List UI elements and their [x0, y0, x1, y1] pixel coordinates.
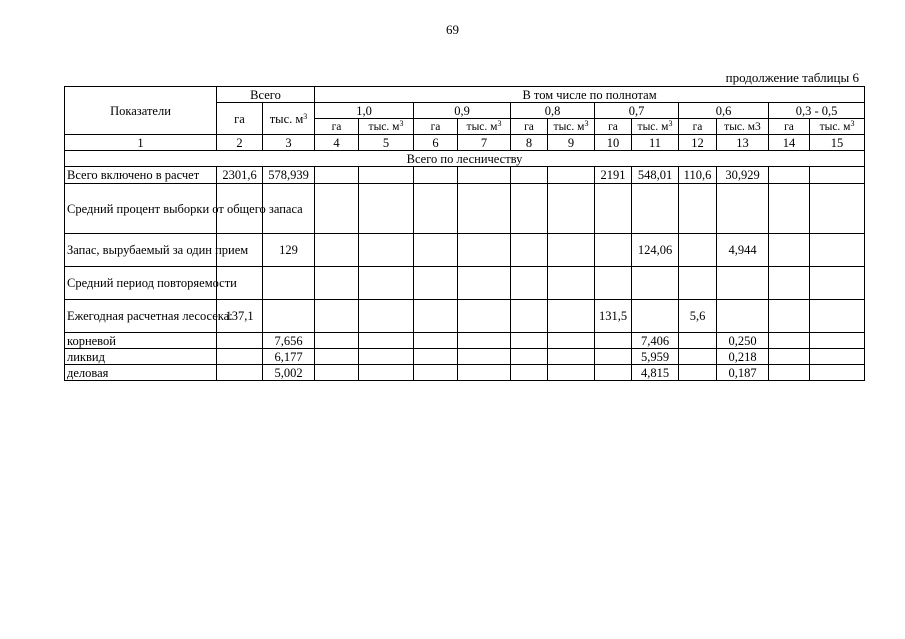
- col-number: 2: [217, 135, 263, 151]
- row-label: Ежегодная расчетная лесосека:: [65, 300, 217, 333]
- row-label: Запас, вырубаемый за один прием: [65, 234, 217, 267]
- table-cell: 7,406: [632, 333, 679, 349]
- table-cell: [511, 234, 548, 267]
- table-cell: [359, 267, 414, 300]
- table-cell: [414, 167, 458, 184]
- table-cell: [769, 167, 810, 184]
- table-cell: [769, 300, 810, 333]
- table-row: [65, 184, 865, 234]
- table-cell: [359, 184, 414, 234]
- table-cell: [595, 365, 632, 381]
- table-cell: [769, 333, 810, 349]
- header-total-thous: тыс. $м^3$: [263, 103, 315, 135]
- table-cell: 110,6: [679, 167, 717, 184]
- table-cell: [595, 349, 632, 365]
- table-cell: [217, 333, 263, 349]
- table-cell: [458, 267, 511, 300]
- header-thous: тыс. $м^3$: [359, 119, 414, 135]
- table-cell: [548, 349, 595, 365]
- header-ha: га: [414, 119, 458, 135]
- col-number: 14: [769, 135, 810, 151]
- table-cell: 2191: [595, 167, 632, 184]
- header-ha: га: [769, 119, 810, 135]
- table-cell: [359, 333, 414, 349]
- table-cell: [511, 349, 548, 365]
- table-row: [65, 349, 865, 365]
- table-cell: [458, 365, 511, 381]
- table-cell: [632, 184, 679, 234]
- row-label: Всего включено в расчет: [65, 167, 217, 184]
- table-cell: 137,1: [217, 300, 263, 333]
- table-cell: 548,01: [632, 167, 679, 184]
- header-density: 0,3 - 0,5: [769, 103, 865, 119]
- table-cell: [359, 234, 414, 267]
- table-cell: [717, 267, 769, 300]
- header-density: 0,6: [679, 103, 769, 119]
- table-cell: 7,656: [263, 333, 315, 349]
- table-cell: [632, 300, 679, 333]
- header-thous: тыс. $м^3$: [458, 119, 511, 135]
- table-cell: [511, 333, 548, 349]
- table-cell: [595, 234, 632, 267]
- col-number: 12: [679, 135, 717, 151]
- table-cell: [458, 184, 511, 234]
- table-cell: 4,944: [717, 234, 769, 267]
- header-thous: тыс. м3: [717, 119, 769, 135]
- header-indicators: Показатели: [65, 87, 217, 135]
- col-number: 10: [595, 135, 632, 151]
- table-cell: [315, 234, 359, 267]
- table-cell: 5,6: [679, 300, 717, 333]
- table-cell: [359, 167, 414, 184]
- row-label: Средний период повторяемости: [65, 267, 217, 300]
- page-number: 69: [446, 22, 459, 37]
- table-cell: [810, 267, 865, 300]
- table-cell: [458, 349, 511, 365]
- table-cell: [315, 267, 359, 300]
- col-number: 4: [315, 135, 359, 151]
- header-incl-density: В том числе по полнотам: [315, 87, 865, 103]
- table-cell: [511, 184, 548, 234]
- table-cell: [315, 300, 359, 333]
- table-cell: [315, 167, 359, 184]
- table-cell: [548, 167, 595, 184]
- header-thous: тыс. $м^3$: [632, 119, 679, 135]
- col-number: 13: [717, 135, 769, 151]
- table-cell: [595, 333, 632, 349]
- table-cell: 0,218: [717, 349, 769, 365]
- row-label: корневой: [65, 333, 217, 349]
- col-number: 11: [632, 135, 679, 151]
- table-row: [65, 365, 865, 381]
- table-cell: [414, 300, 458, 333]
- table-cell: 0,250: [717, 333, 769, 349]
- table-cell: [717, 184, 769, 234]
- header-ha: га: [595, 119, 632, 135]
- table-cell: [511, 167, 548, 184]
- table-cell: [263, 267, 315, 300]
- table-cell: [511, 300, 548, 333]
- table-cell: [458, 234, 511, 267]
- table-cell: [511, 365, 548, 381]
- header-thous: тыс. $м^3$: [548, 119, 595, 135]
- table-cell: 5,002: [263, 365, 315, 381]
- header-total: Всего: [217, 87, 315, 103]
- table-cell: 578,939: [263, 167, 315, 184]
- header-ha: га: [315, 119, 359, 135]
- table-cell: [217, 365, 263, 381]
- table-cell: [595, 267, 632, 300]
- table-cell: [315, 184, 359, 234]
- table-row: [65, 333, 865, 349]
- stands-table: [64, 86, 865, 381]
- table-cell: [679, 234, 717, 267]
- header-ha: га: [511, 119, 548, 135]
- table-cell: [810, 333, 865, 349]
- table-cell: [679, 333, 717, 349]
- table-cell: [414, 184, 458, 234]
- header-density: 0,7: [595, 103, 679, 119]
- col-number: 8: [511, 135, 548, 151]
- table-cell: [414, 267, 458, 300]
- header-density: 0,9: [414, 103, 511, 119]
- table-cell: [511, 267, 548, 300]
- table-cell: [769, 234, 810, 267]
- table-cell: [217, 349, 263, 365]
- table-cell: 4,815: [632, 365, 679, 381]
- row-label: ликвид: [65, 349, 217, 365]
- table-cell: 129: [263, 234, 315, 267]
- row-label: деловая: [65, 365, 217, 381]
- table-cell: 2301,6: [217, 167, 263, 184]
- table-cell: [414, 333, 458, 349]
- table-cell: [359, 365, 414, 381]
- table-cell: [548, 333, 595, 349]
- table-cell: [414, 365, 458, 381]
- table-cell: [769, 184, 810, 234]
- table-row: [65, 267, 865, 300]
- table-cell: [548, 184, 595, 234]
- table-cell: 124,06: [632, 234, 679, 267]
- table-cell: [315, 365, 359, 381]
- col-number: 6: [414, 135, 458, 151]
- header-density: 0,8: [511, 103, 595, 119]
- col-number: 3: [263, 135, 315, 151]
- table-cell: 5,959: [632, 349, 679, 365]
- table-cell: [315, 333, 359, 349]
- table-body: [65, 167, 865, 381]
- col-number: 9: [548, 135, 595, 151]
- col-number: 7: [458, 135, 511, 151]
- table-cell: [810, 167, 865, 184]
- table-cell: [458, 167, 511, 184]
- table-cell: [810, 184, 865, 234]
- table-cell: [810, 300, 865, 333]
- header-ha: га: [679, 119, 717, 135]
- table-cell: [769, 365, 810, 381]
- table-cell: [810, 349, 865, 365]
- header-total-ha: га: [217, 103, 263, 135]
- table-cell: [632, 267, 679, 300]
- header-thous: тыс. $м^3$: [810, 119, 865, 135]
- table-cell: [810, 234, 865, 267]
- table-cell: [769, 349, 810, 365]
- table-cell: [679, 267, 717, 300]
- table-cell: [359, 349, 414, 365]
- table-cell: [458, 300, 511, 333]
- table-cell: [263, 300, 315, 333]
- table-row: [65, 300, 865, 333]
- table-cell: [679, 365, 717, 381]
- table-cell: [414, 349, 458, 365]
- table-cell: [315, 349, 359, 365]
- table-continuation-label: продолжение таблицы 6: [725, 70, 859, 85]
- header-density: 1,0: [315, 103, 414, 119]
- table-cell: [458, 333, 511, 349]
- table-row: [65, 234, 865, 267]
- table-cell: [548, 365, 595, 381]
- table-cell: [548, 300, 595, 333]
- table-cell: [595, 184, 632, 234]
- table-cell: [769, 267, 810, 300]
- table-cell: 0,187: [717, 365, 769, 381]
- table-cell: 30,929: [717, 167, 769, 184]
- table-cell: [679, 184, 717, 234]
- col-number: 5: [359, 135, 414, 151]
- table-cell: [679, 349, 717, 365]
- table-row: [65, 167, 865, 184]
- table-cell: [717, 300, 769, 333]
- table-cell: [548, 234, 595, 267]
- col-number: 15: [810, 135, 865, 151]
- col-number: 1: [65, 135, 217, 151]
- table-cell: [548, 267, 595, 300]
- row-label: Средний процент выборки от общего запаса: [65, 184, 217, 234]
- table-cell: [414, 234, 458, 267]
- table-cell: [810, 365, 865, 381]
- table-cell: 131,5: [595, 300, 632, 333]
- section-title: Всего по лесничеству: [65, 151, 865, 167]
- table-cell: 6,177: [263, 349, 315, 365]
- table-cell: [359, 300, 414, 333]
